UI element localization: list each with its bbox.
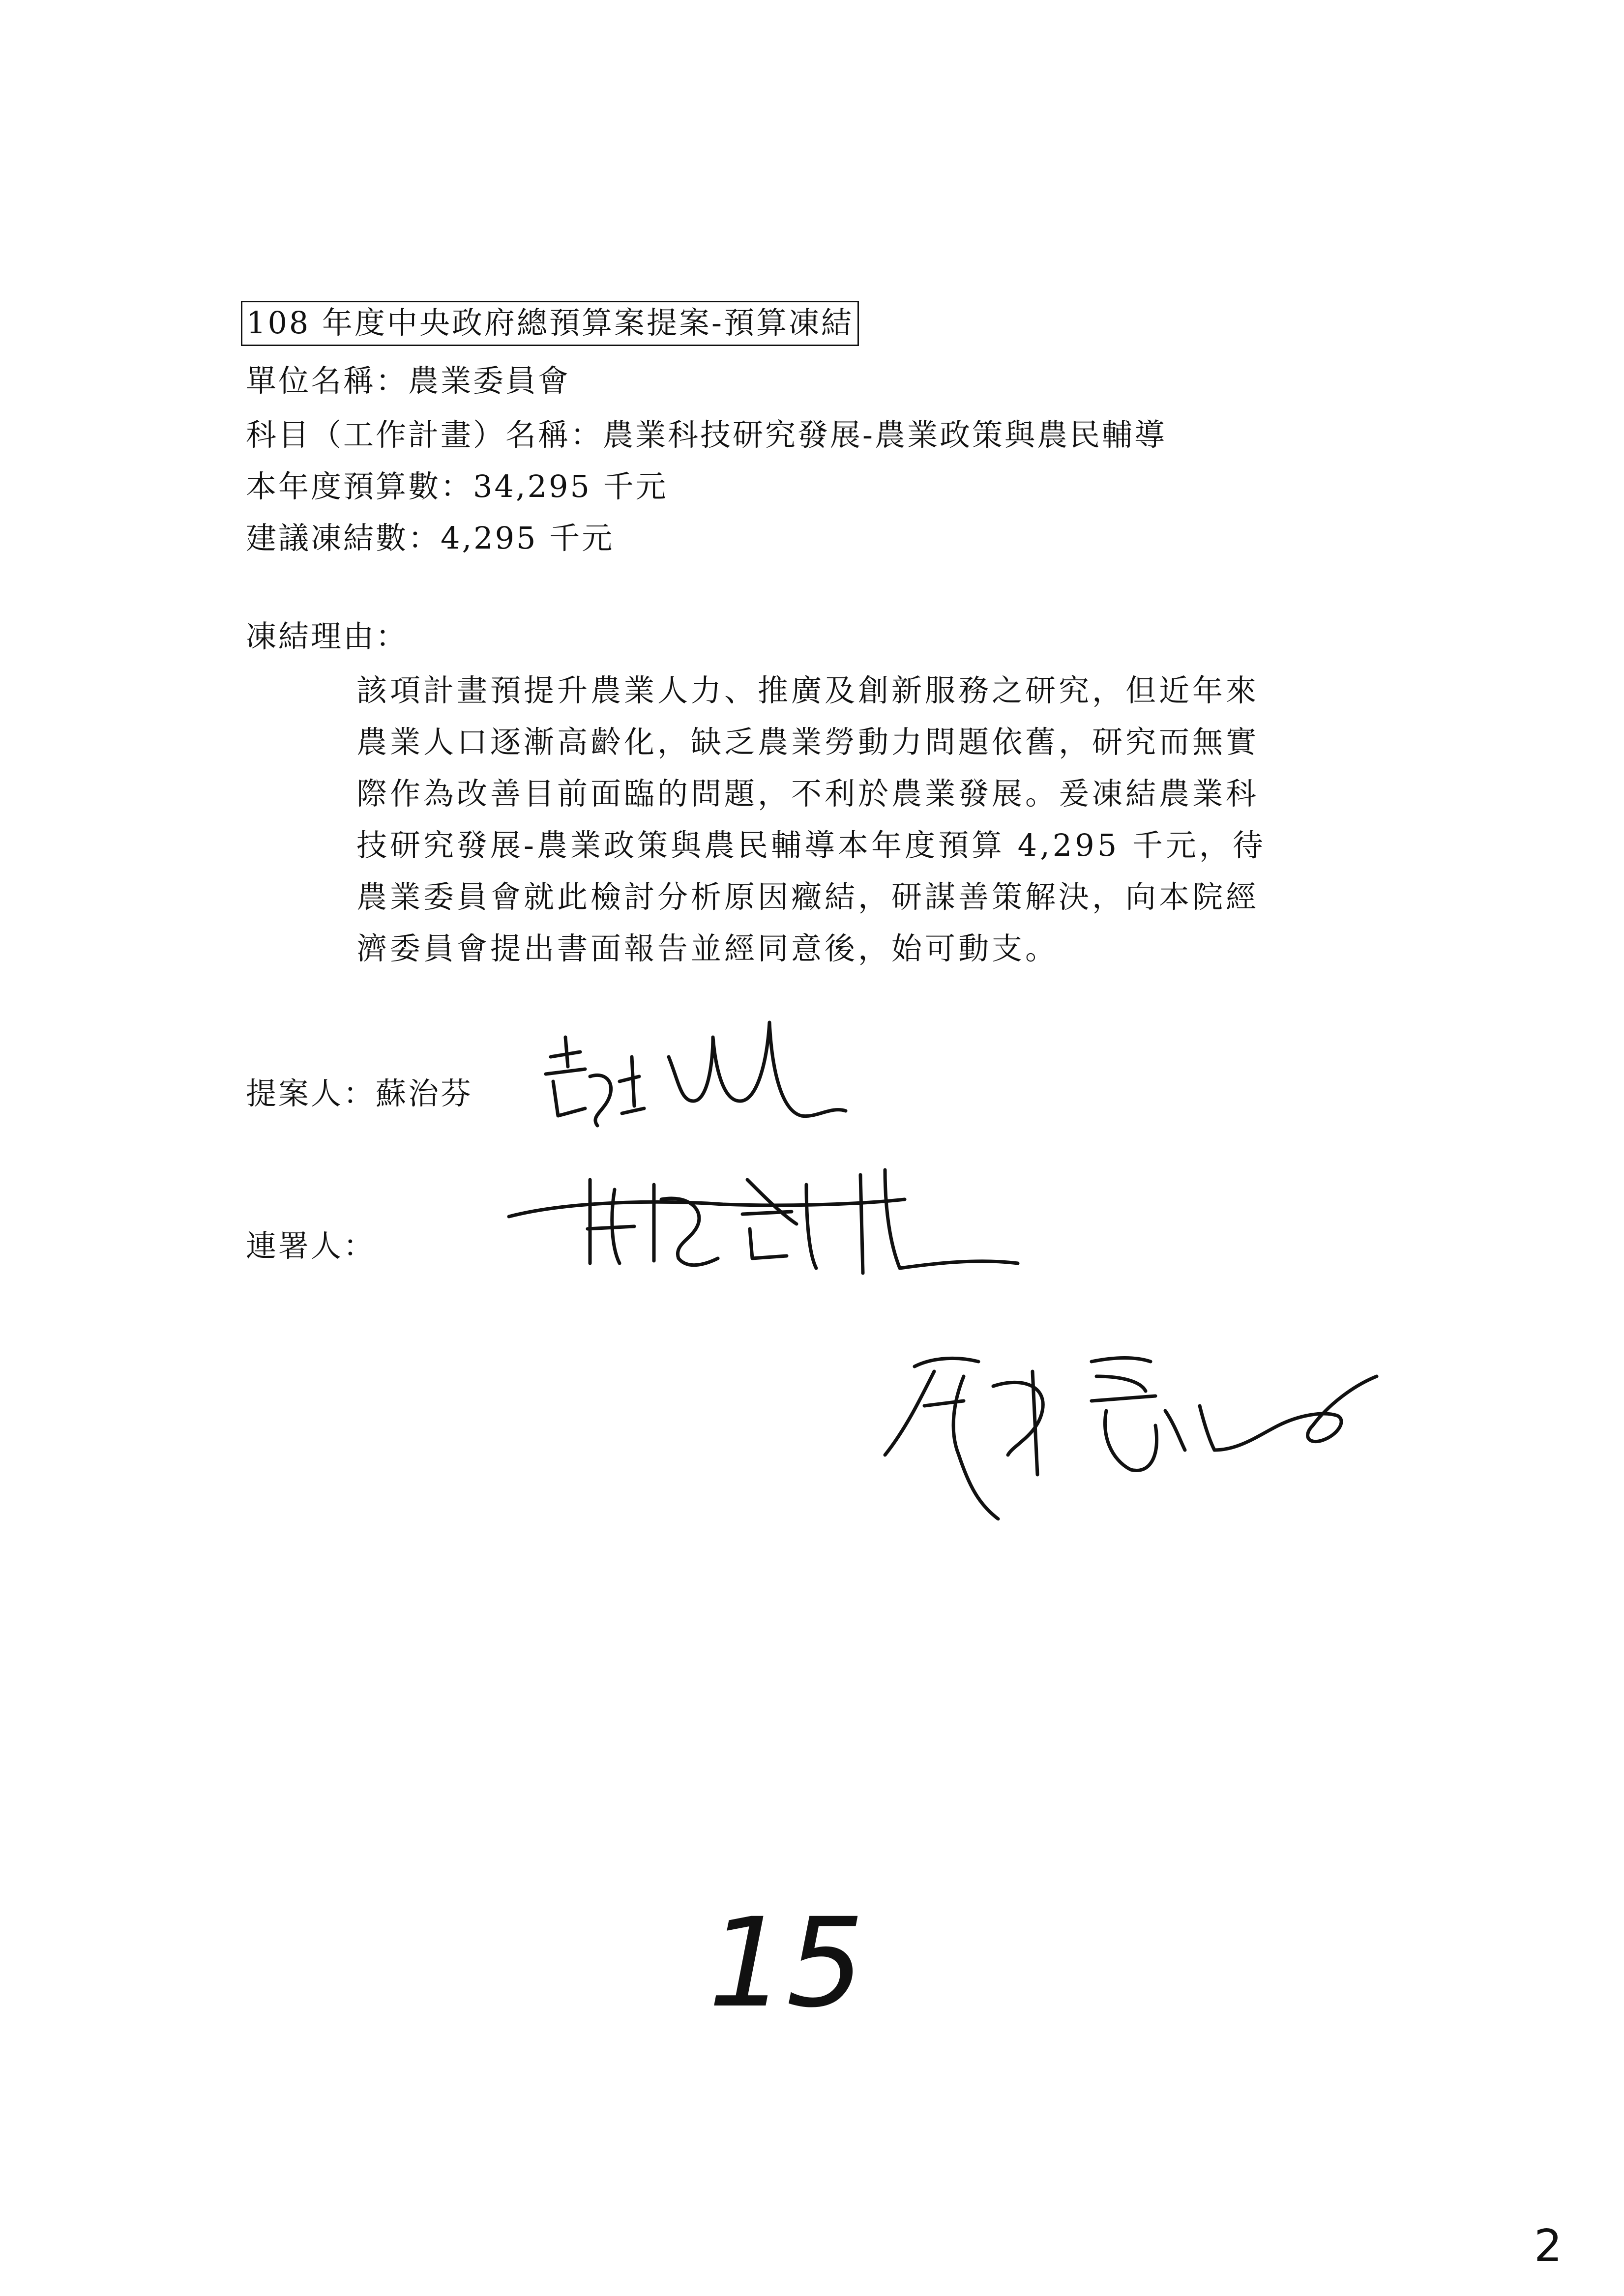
annual-budget-line: 本年度預算數：34,295 千元 [246, 468, 668, 504]
page-number: 15 [708, 1891, 865, 2034]
unit-name-line: 單位名稱：農業委員會 [246, 363, 571, 399]
reason-line: 技研究發展-農業政策與農民輔導本年度預算 4,295 千元，待 [356, 827, 1266, 863]
proposal-title: 108 年度中央政府總預算案提案-預算凍結 [241, 301, 859, 346]
reason-line: 該項計畫預提升農業人力、推廣及創新服務之研究，但近年來 [356, 672, 1260, 708]
subject-name-line: 科目（工作計畫）名稱：農業科技研究發展-農業政策與農民輔導 [246, 417, 1167, 453]
reason-line: 際作為改善目前面臨的問題，不利於農業發展。爰凍結農業科 [356, 776, 1260, 812]
proposer-line: 提案人：蘇治芬 [246, 1075, 473, 1111]
cosigner-signature-2 [885, 1358, 1377, 1519]
proposer-signature [546, 1022, 846, 1126]
reason-line: 農業人口逐漸高齡化，缺乏農業勞動力問題依舊，研究而無實 [356, 724, 1260, 760]
reason-line: 農業委員會就此檢討分析原因癥結，研謀善策解決，向本院經 [356, 879, 1260, 915]
cosigner-label: 連署人： [246, 1228, 376, 1264]
corner-mark: 2 [1534, 2220, 1563, 2272]
cosigner-signature-1 [509, 1170, 1018, 1273]
reason-line: 濟委員會提出書面報告並經同意後，始可動支。 [356, 930, 1059, 966]
suggested-freeze-line: 建議凍結數：4,295 千元 [246, 520, 615, 556]
freeze-reason-heading: 凍結理由： [246, 618, 409, 654]
